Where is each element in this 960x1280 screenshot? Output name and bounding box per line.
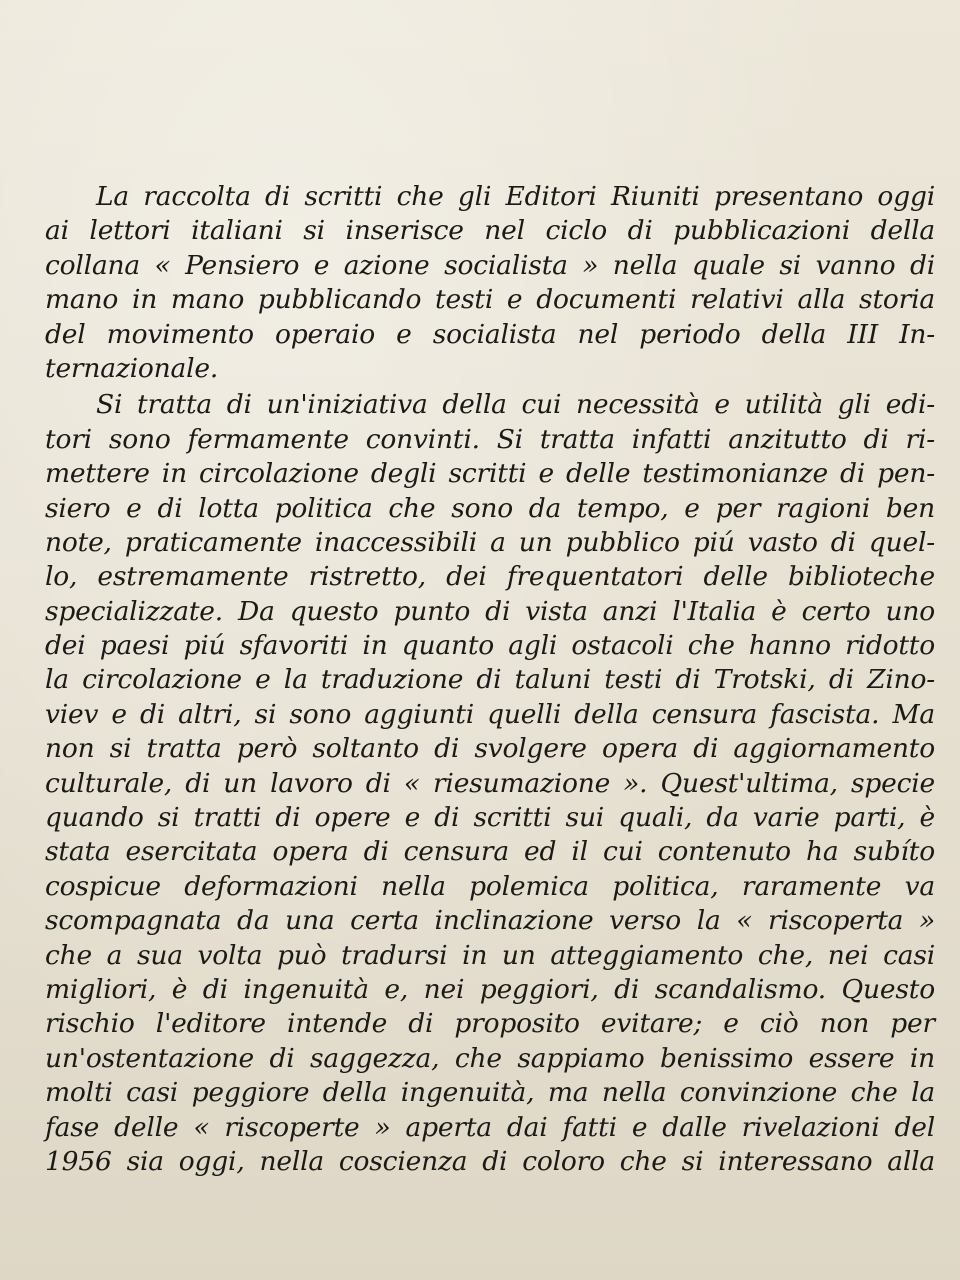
text-line: scompagnata da una certa inclinazione verso la « riscoperta »: [45, 905, 935, 937]
text-line: mettere in circolazione degli scritti e delle testimonianze di pen-: [45, 458, 935, 490]
text-line: quando si tratti di opere e di scritti sui quali, da varie parti, è: [45, 802, 935, 834]
text-line: fase delle « riscoperte » aperta dai fatti e dalle rivelazioni del: [45, 1111, 935, 1143]
text-line: rischio l'editore intende di proposito evitare; e ciò non per: [45, 1008, 935, 1040]
paragraph-1: [45, 180, 935, 386]
text-line: culturale, di un lavoro di « riesumazione ». Quest'ultima, specie: [45, 767, 935, 799]
text-line: note, praticamente inaccessibili a un pubblico piú vasto di quel-: [45, 526, 935, 558]
text-line: molti casi peggiore della ingenuità, ma nella convinzione che la: [45, 1077, 935, 1109]
text-line: tori sono fermamente convinti. Si tratta infatti anzitutto di ri-: [45, 423, 935, 455]
text-line: ternazionale.: [45, 352, 219, 384]
text-line: ai lettori italiani si inserisce nel ciclo di pubblicazioni della: [45, 215, 935, 247]
text-line: Si tratta di un'iniziativa della cui necessità e utilità gli edi-: [96, 389, 935, 421]
text-line: lo, estremamente ristretto, dei frequentatori delle biblioteche: [45, 561, 935, 593]
text-line: non si tratta però soltanto di svolgere opera di aggiornamento: [45, 733, 935, 765]
body-text: [45, 180, 935, 1179]
text-line: del movimento operaio e socialista nel periodo della III In-: [45, 318, 935, 350]
text-line: viev e di altri, si sono aggiunti quelli della censura fascista. Ma: [45, 698, 935, 730]
text-line: collana « Pensiero e azione socialista » nella quale si vanno di: [45, 249, 935, 281]
paragraph-2: [45, 388, 935, 1179]
text-line: la circolazione e la traduzione di taluni testi di Trotski, di Zino-: [45, 664, 935, 696]
text-line: dei paesi piú sfavoriti in quanto agli ostacoli che hanno ridotto: [45, 630, 935, 662]
text-line: La raccolta di scritti che gli Editori Riuniti presentano oggi: [96, 181, 935, 212]
text-line: un'ostentazione di saggezza, che sappiamo benissimo essere in: [45, 1042, 935, 1074]
text-line: che a sua volta può tradursi in un atteggiamento che, nei casi: [45, 939, 935, 971]
text-line: cospicue deformazioni nella polemica politica, raramente va: [45, 870, 935, 902]
text-line: 1956 sia oggi, nella coscienza di coloro che si interessano alla: [45, 1145, 935, 1177]
text-line: specializzate. Da questo punto di vista anzi l'Italia è certo uno: [45, 595, 935, 627]
text-line: mano in mano pubblicando testi e documenti relativi alla storia: [45, 284, 935, 316]
text-line: stata esercitata opera di censura ed il cui contenuto ha subíto: [45, 836, 935, 868]
text-line: migliori, è di ingenuità e, nei peggiori, di scandalismo. Questo: [45, 973, 935, 1005]
text-line: siero e di lotta politica che sono da tempo, e per ragioni ben: [45, 492, 935, 524]
